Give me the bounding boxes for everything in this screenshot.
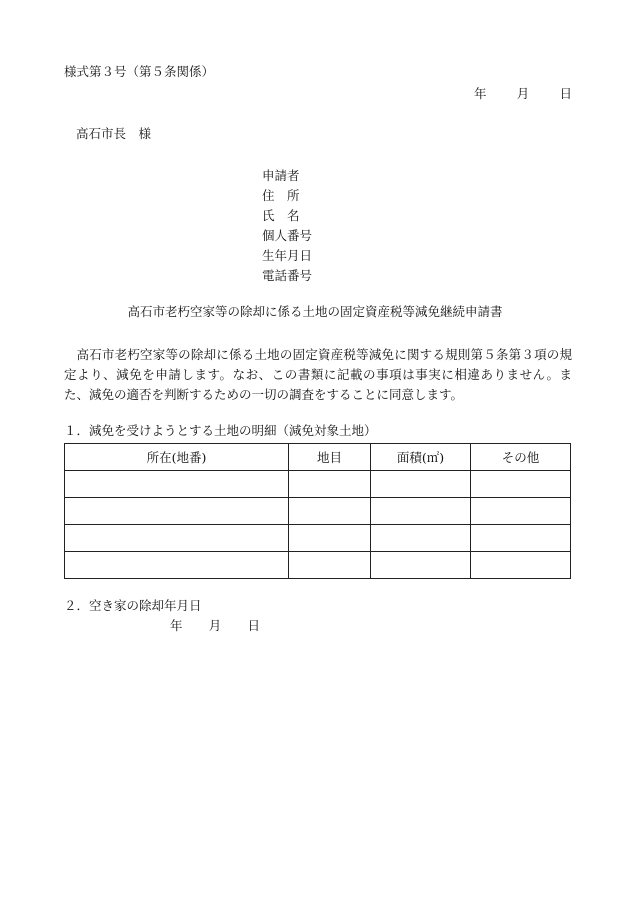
location-cell[interactable] [65, 552, 289, 579]
other-cell[interactable] [471, 498, 571, 525]
table-row [65, 498, 571, 525]
demolition-date [170, 620, 260, 633]
demolition-date-day: 日 [247, 618, 260, 633]
demolition-date-year: 年 [170, 618, 183, 633]
land-details-table [64, 443, 571, 579]
applicant-name-label: 氏 名 [262, 208, 300, 223]
location-cell[interactable] [65, 498, 289, 525]
applicant-block [262, 166, 312, 286]
area-cell[interactable] [371, 525, 471, 552]
table-row [65, 552, 571, 579]
applicant-phone-label: 電話番号 [262, 268, 313, 283]
table-row [65, 471, 571, 498]
column-header-location: 所在(地番) [65, 444, 289, 471]
submission-date-day: 日 [559, 86, 572, 101]
location-cell[interactable] [65, 525, 289, 552]
land-category-cell[interactable] [289, 471, 371, 498]
section1-heading: １．減免を受けようとする土地の明細（減免対象土地） [64, 423, 377, 438]
submission-date [474, 88, 572, 101]
form-number: 様式第３号（第５条関係） [64, 64, 215, 79]
land-category-cell[interactable] [289, 552, 371, 579]
section2-heading: ２．空き家の除却年月日 [64, 598, 202, 613]
document-title: 高石市老朽空家等の除却に係る土地の固定資産税等減免継続申請書 [127, 304, 503, 319]
submission-date-month: 月 [516, 86, 530, 101]
column-header-other: その他 [471, 444, 571, 471]
applicant-birth-date-label: 生年月日 [262, 248, 313, 263]
area-cell[interactable] [371, 552, 471, 579]
other-cell[interactable] [471, 471, 571, 498]
other-cell[interactable] [471, 552, 571, 579]
column-header-land-category: 地目 [289, 444, 371, 471]
column-header-area: 面積(㎡) [371, 444, 471, 471]
table-header-row [65, 444, 571, 471]
land-category-cell[interactable] [289, 525, 371, 552]
addressee: 高石市長 様 [76, 126, 152, 141]
land-category-cell[interactable] [289, 498, 371, 525]
area-cell[interactable] [371, 471, 471, 498]
location-cell[interactable] [65, 471, 289, 498]
area-cell[interactable] [371, 498, 471, 525]
applicant-heading: 申請者 [262, 168, 300, 183]
table-row [65, 525, 571, 552]
body-paragraph [64, 345, 572, 405]
other-cell[interactable] [471, 525, 571, 552]
body-text: 高石市老朽空家等の除却に係る土地の固定資産税等減免に関する規則第５条第３項の規定より、減免を申請します。なお、この書類に記載の事項は事実に相違ありません。また、減免の適否を判断するための一切の調査をすることに同意します。 [64, 347, 572, 402]
demolition-date-month: 月 [208, 618, 222, 633]
applicant-personal-number-label: 個人番号 [262, 228, 313, 243]
applicant-address-label: 住 所 [262, 188, 300, 203]
submission-date-year: 年 [474, 86, 487, 101]
